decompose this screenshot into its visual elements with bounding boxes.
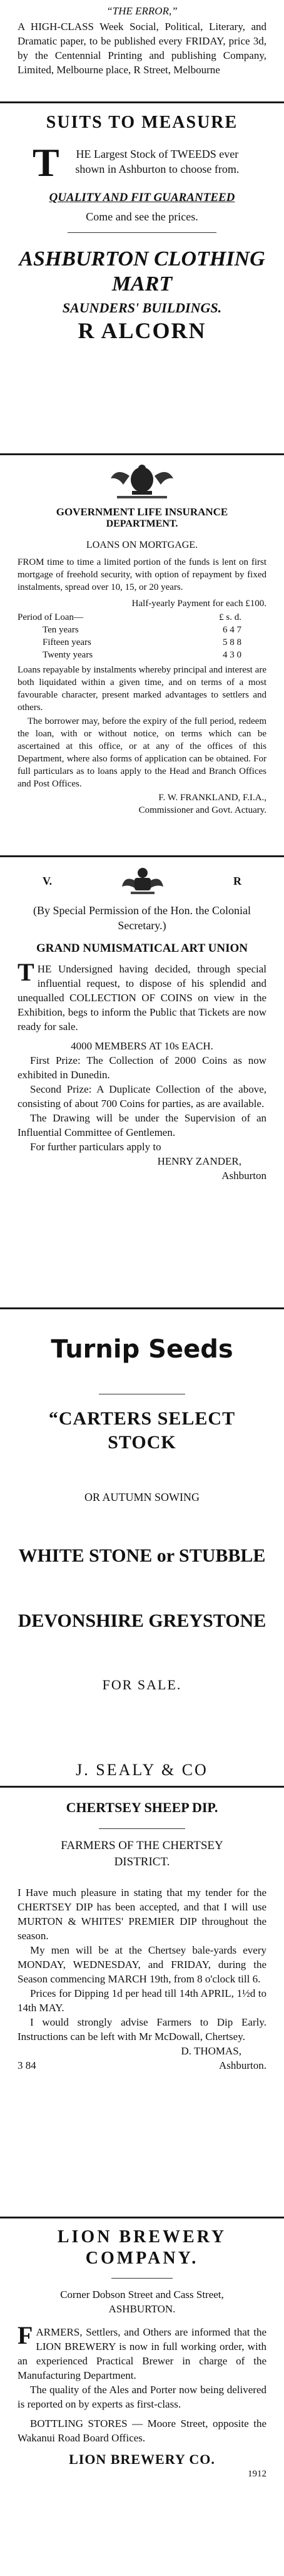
for-sale-line: FOR SALE.	[102, 1677, 182, 1692]
divider	[111, 2278, 173, 2279]
coat-of-arms-icon	[104, 463, 180, 500]
signature-name: D. THOMAS,	[181, 2045, 241, 2057]
members-line: 4000 MEMBERS AT 10s EACH.	[71, 1040, 213, 1052]
ad-subtitle: DEPARTMENT.	[106, 518, 178, 529]
error-newspaper-ad	[0, 4, 284, 98]
ad-text-block	[18, 958, 266, 1034]
slogan: QUALITY AND FIT GUARANTEED	[49, 191, 235, 204]
drop-cap: T	[18, 958, 34, 986]
table-row	[18, 624, 266, 636]
letter-v: V.	[43, 874, 53, 887]
payment-heading: Half-yearly Payment for each £100.	[131, 599, 266, 609]
drawing-note: The Drawing will be under the Supervision of an Influential Committee of Gentlemen.	[18, 1112, 266, 1138]
address-line: Corner Dobson Street and Cass Street,	[60, 2289, 224, 2300]
ad-title: GRAND NUMISMATICAL ART UNION	[36, 942, 248, 955]
devonshire-line: DEVONSHIRE GREYSTONE	[18, 1610, 266, 1631]
ad-title: GOVERNMENT LIFE INSURANCE	[56, 506, 228, 518]
signature-name: HENRY ZANDER,	[157, 1155, 241, 1167]
crest-row	[18, 867, 266, 895]
payment: 4 3 0	[223, 650, 241, 660]
ad-body: The borrower may, before the expiry of the full period, redeem the loan, with or without notice, on terms which can be ascertained at this office, or at any of the offices of this Department, where also forms of application can be obtained. For full particulars as to loans apply to the Head and Branch Offices and Post Offices.	[18, 716, 266, 789]
term: Fifteen years	[43, 637, 91, 647]
ad-body: A HIGH-CLASS Week Social, Political, Literary, and Dramatic paper, to be published every FRIDAY, price 3d, by the Centennial Printing and publishing Company, Limited, Melbourne place, R Street, Melbourne	[18, 21, 266, 76]
divider	[0, 1786, 284, 1788]
ad-title: CHERTSEY SHEEP DIP.	[66, 1800, 218, 1815]
shop-building: SAUNDERS' BUILDINGS.	[62, 300, 222, 316]
ad-body: Loans repayable by instalments whereby principal and interest are both liquidated within a given time, and on terms of a most favourable character, present marked advantages to settlers and others.	[18, 665, 266, 713]
ad-body: The quality of the Ales and Porter now being delivered is reported on by experts as first-class.	[18, 2384, 266, 2410]
ad-number: 3 84	[18, 2059, 36, 2071]
signature-place: Ashburton	[221, 1170, 266, 1182]
ad-body: ARMERS, Settlers, and Others are informed that the LION BREWERY is now in full working order, with an experienced Practical Brewer in charge of the Manufacturing Department.	[18, 2326, 266, 2381]
table-row	[18, 649, 266, 661]
ad-body: Prices for Dipping 1d per head till 14th APRIL, 1½d to 14th MAY.	[18, 1987, 266, 2014]
divider	[0, 1307, 284, 1309]
header-period: Period of Loan—	[18, 612, 83, 622]
second-prize: Second Prize: A Duplicate Collection of the above, consisting of about 700 Coins for parties, as are available.	[18, 1083, 266, 1110]
come-line: Come and see the prices.	[86, 210, 198, 223]
ad-subtitle: COMPANY.	[85, 2249, 199, 2268]
white-stone-line: WHITE STONE or STUBBLE	[18, 1545, 266, 1566]
ad-title: Turnip Seeds	[51, 1335, 233, 1364]
signature-place: Ashburton.	[218, 2059, 266, 2071]
suits-ad	[0, 111, 284, 450]
lion-brewery-ad	[0, 2227, 284, 2575]
divider	[99, 1828, 185, 1829]
ad-headline: “THE ERROR,”	[106, 5, 178, 17]
divider	[0, 2217, 284, 2218]
company-name: LION BREWERY CO.	[69, 2451, 215, 2467]
further-note: For further particulars apply to	[30, 1141, 161, 1153]
stores-line: BOTTLING STORES — Moore Street, opposite the Wakanui Road Board Offices.	[18, 2418, 266, 2444]
art-union-ad	[0, 867, 284, 1305]
divider	[0, 855, 284, 857]
ad-body: I Have much pleasure in stating that my tender for the CHERTSEY DIP has been accepted, and that I will use MURTON & WHITES' PREMIER DIP throughout the season.	[18, 1887, 266, 1942]
table-row	[18, 636, 266, 649]
ad-text-block	[18, 140, 266, 185]
payment: 5 8 8	[223, 637, 241, 647]
term: Ten years	[43, 625, 79, 635]
ad-subtitle: FARMERS OF THE CHERTSEY DISTRICT.	[61, 1839, 223, 1868]
permission-note: (By Special Permission of the Hon. the Colonial Secretary.)	[33, 904, 251, 932]
sheep-dip-ad	[0, 1800, 284, 2200]
signature-name: F. W. FRANKLAND, F.I.A.,	[158, 793, 266, 803]
first-prize: First Prize: The Collection of 2000 Coins as now exhibited in Dunedin.	[18, 1054, 266, 1081]
turnip-seeds-ad	[0, 1319, 284, 1779]
signature-title: Commissioner and Govt. Actuary.	[138, 805, 266, 815]
ad-body: HE Largest Stock of TWEEDS ever shown in Ashburton to choose from.	[75, 148, 240, 175]
header-units: £ s. d.	[219, 612, 241, 622]
table-header	[18, 611, 266, 624]
ad-body: I would strongly advise Farmers to Dip Early. Instructions can be left with Mr McDowall, Chertsey.	[18, 2016, 266, 2043]
ad-text-block	[18, 2321, 266, 2383]
ad-title: SUITS TO MEASURE	[46, 113, 238, 132]
term: Twenty years	[43, 650, 93, 660]
royal-crest-icon	[121, 867, 165, 895]
firm-name: J. SEALY & CO	[76, 1761, 208, 1779]
sowing-line: OR AUTUMN SOWING	[84, 1491, 200, 1503]
drop-cap: F	[18, 2321, 33, 2349]
ad-number: 1912	[248, 2469, 266, 2479]
section-heading: LOANS ON MORTGAGE.	[86, 540, 198, 550]
ad-body: FROM time to time a limited portion of the funds is lent on first mortgage of freehold security, with option of repayment by fixed instalments, spread over 10, 15, or 20 years.	[18, 557, 266, 592]
ad-title: LION BREWERY	[57, 2227, 227, 2247]
carters-line: “CARTERS SELECT STOCK	[48, 1408, 236, 1453]
divider	[0, 453, 284, 455]
address-town: ASHBURTON.	[108, 2303, 176, 2315]
government-life-insurance-ad	[0, 463, 284, 839]
drop-cap: T	[33, 140, 59, 185]
shop-owner: R ALCORN	[78, 318, 206, 343]
letter-r: R	[233, 874, 241, 887]
divider	[0, 101, 284, 103]
divider	[68, 232, 216, 233]
ad-body: My men will be at the Chertsey bale-yards every MONDAY, WEDNESDAY, and FRIDAY, during the Season commencing MARCH 19th, from 8 o'clock till 6.	[18, 1944, 266, 1985]
ad-body: HE Undersigned having decided, through special influential request, to dispose of his splendid and unequalled COLLECTION OF COINS on view in the Exhibition, begs to inform the Public that Tickets are now ready for sale.	[18, 963, 266, 1033]
shop-name: ASHBURTON CLOTHING MART	[19, 247, 265, 296]
signature-row	[18, 2058, 266, 2073]
payment: 6 4 7	[223, 625, 241, 635]
